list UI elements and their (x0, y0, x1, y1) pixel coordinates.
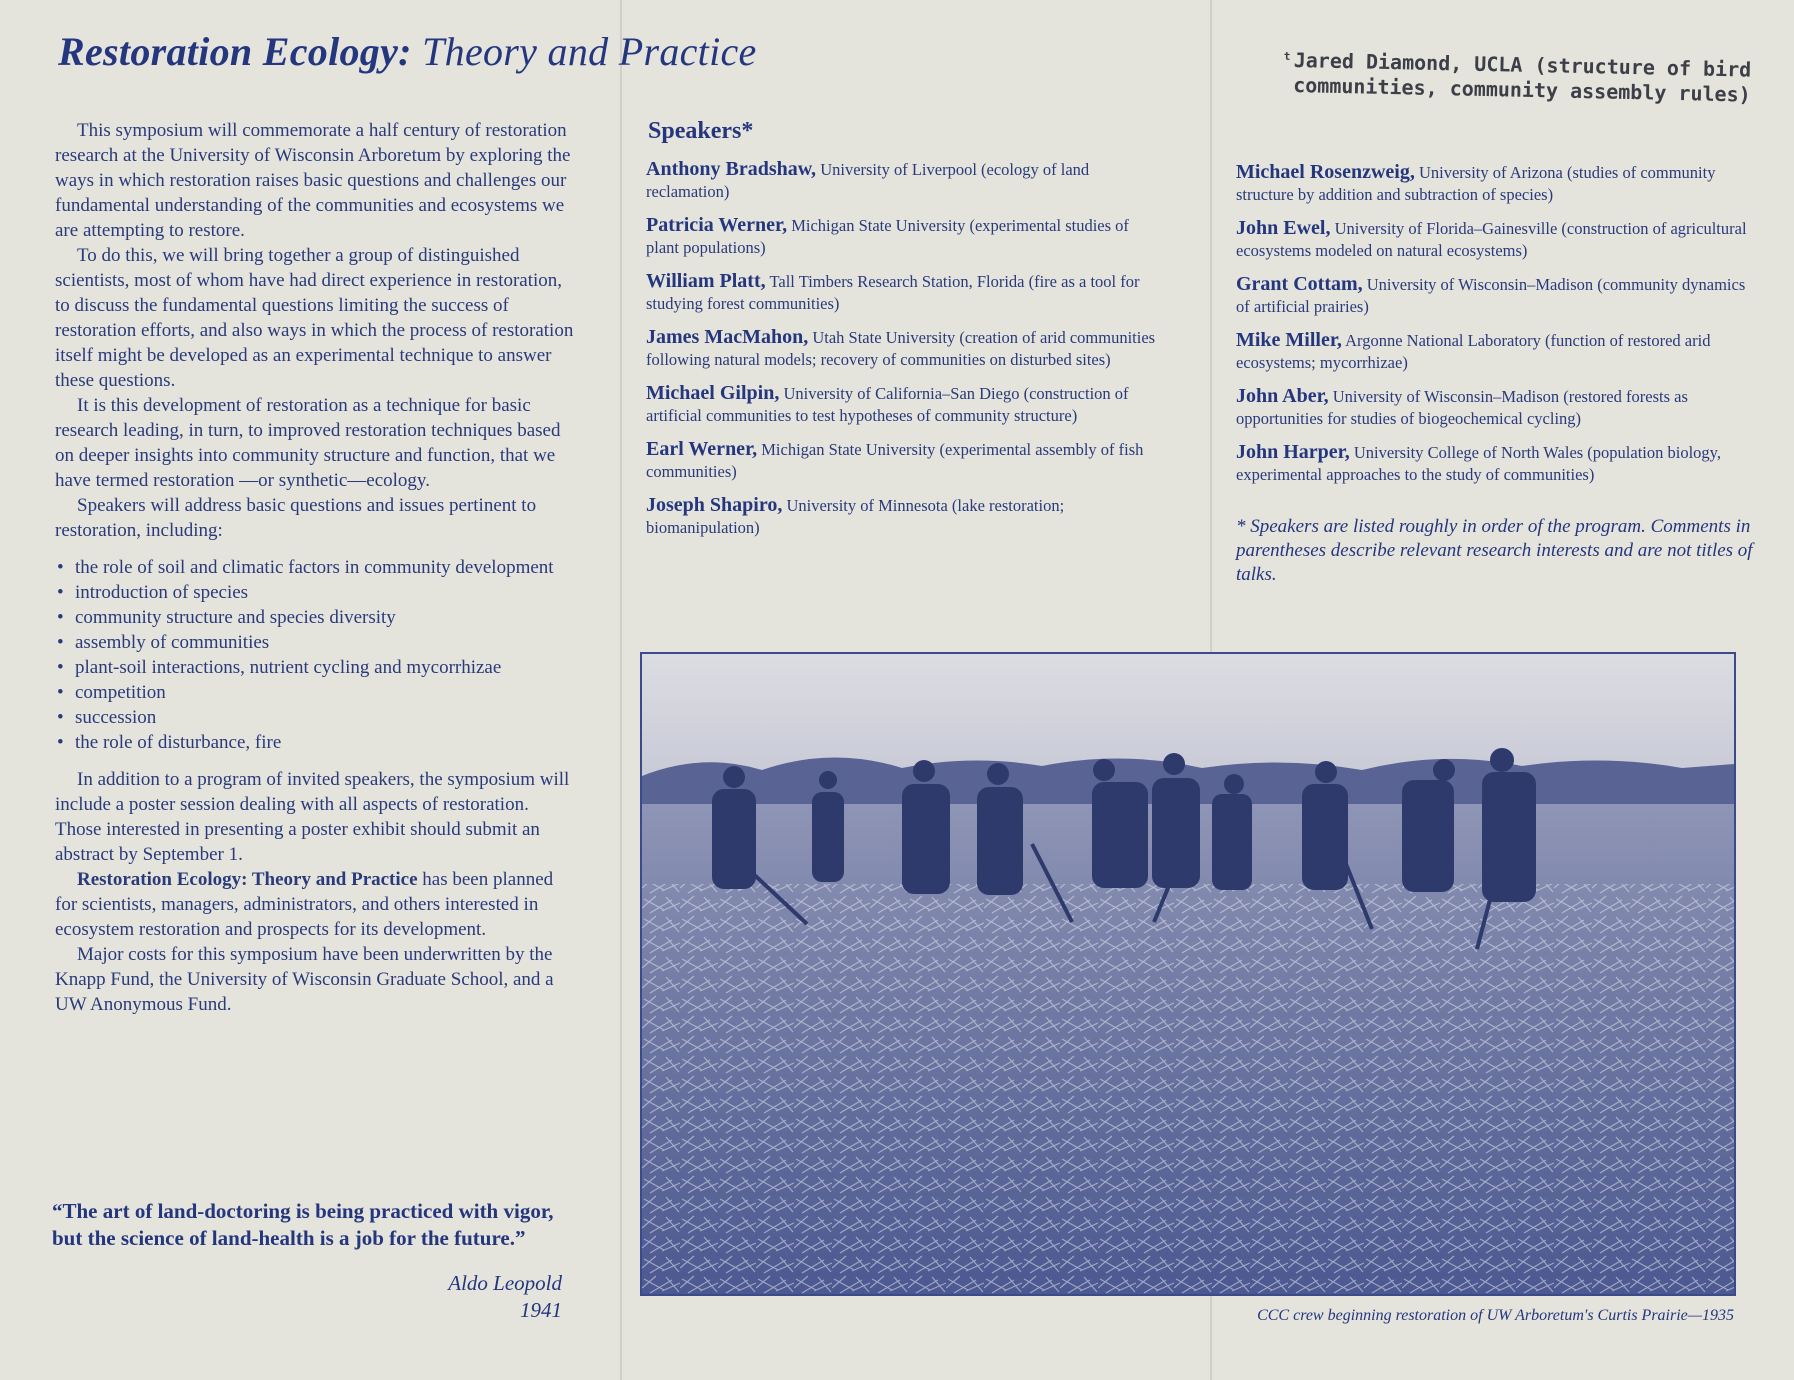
speaker-name: Anthony Bradshaw, (646, 158, 817, 180)
speaker-detail: University of California–San Diego (construction of artificial communities to test hypotheses of community structure) (646, 384, 1129, 425)
intro-paragraph-3: It is this development of restoration as a technique for basic research leading, in turn, to improved restoration techniques based on deeper insights into community structure and function, that we have termed restoration —or synthetic—ecology. (55, 395, 561, 491)
speaker-name: Joseph Shapiro, (646, 494, 783, 516)
topic-item: • succession (55, 705, 575, 730)
typed-stamp (1283, 48, 1774, 108)
topic-item: • introduction of species (55, 580, 575, 605)
prairie-photo (640, 652, 1736, 1296)
speaker-detail: University of Liverpool (ecology of land reclamation) (646, 160, 1090, 201)
quote-attribution (370, 1270, 562, 1324)
intro-column (55, 118, 575, 1017)
stamp-line-1: Jared Diamond, UCLA (structure of bird (1293, 48, 1752, 82)
topic-item: • assembly of communities (55, 630, 575, 655)
intro-paragraph-4: Speakers will address basic questions and issues pertinent to restoration, including: (55, 495, 537, 541)
speaker-name: Michael Rosenzweig, (1236, 161, 1415, 183)
speaker-detail: University of Arizona (studies of community structure by addition and subtraction of species) (1236, 163, 1716, 204)
speakers-footnote: * Speakers are listed roughly in order of the program. Comments in parentheses describe relevant research interests and are not titles of talks. (1236, 516, 1753, 585)
intro-paragraph-6-rest: has been planned for scientists, managers, administrators, and others interested in ecosystem restoration and prospects for its development. (55, 869, 554, 940)
speaker-detail: University of Wisconsin–Madison (restored forests as opportunities for studies of biogeochemical cycling) (1236, 387, 1688, 428)
topic-item: • the role of disturbance, fire (55, 730, 575, 755)
speaker-detail: University of Minnesota (lake restoration; biomanipulation) (646, 496, 1065, 537)
speaker-name: James MacMahon, (646, 326, 809, 348)
speaker-entry (646, 214, 1166, 259)
page-title (58, 28, 757, 75)
speaker-detail: Michigan State University (experimental studies of plant populations) (646, 216, 1129, 257)
intro-paragraph-1: This symposium will commemorate a half century of restoration research at the University of Wisconsin Arboretum by exploring the ways in which restoration raises basic questions and challenges our fundamental understanding of the communities and ecosystems we are attempting to restore. (55, 120, 571, 241)
speaker-detail: Michigan State University (experimental assembly of fish communities) (646, 440, 1144, 481)
speakers-column-1 (646, 158, 1166, 550)
speaker-detail: University of Florida–Gainesville (construction of agricultural ecosystems modeled on natural ecosystems) (1236, 219, 1747, 260)
title-part-1: Restoration Ecology: (58, 29, 412, 74)
speaker-name: Patricia Werner, (646, 214, 788, 236)
topic-item: • the role of soil and climatic factors in community development (55, 555, 575, 580)
topic-item: • community structure and species diversity (55, 605, 575, 630)
speaker-detail: University of Wisconsin–Madison (community dynamics of artificial prairies) (1236, 275, 1746, 316)
speaker-entry (1236, 385, 1761, 430)
speaker-name: John Harper, (1236, 441, 1350, 463)
speaker-entry (646, 382, 1166, 427)
stamp-line-2: communities, community assembly rules) (1292, 72, 1751, 107)
quote-year: 1941 (520, 1298, 562, 1322)
speaker-name: John Aber, (1236, 385, 1329, 407)
speaker-entry (646, 158, 1166, 203)
topic-item: • competition (55, 680, 575, 705)
speaker-entry (646, 494, 1166, 539)
dry-grass (642, 884, 1734, 1294)
speaker-detail: Tall Timbers Research Station, Florida (fire as a tool for studying forest communities) (646, 272, 1140, 313)
title-part-2: Theory and Practice (422, 29, 757, 74)
quote-author: Aldo Leopold (448, 1271, 562, 1295)
speaker-name: John Ewel, (1236, 217, 1331, 239)
speaker-entry (1236, 329, 1761, 374)
speaker-entry (646, 438, 1166, 483)
photo-caption: CCC crew beginning restoration of UW Arboretum's Curtis Prairie—1935 (1257, 1307, 1734, 1324)
photo-illustration (642, 654, 1734, 1294)
fold-line-left (620, 0, 622, 1380)
speaker-name: Earl Werner, (646, 438, 758, 460)
speaker-entry (646, 326, 1166, 371)
intro-paragraph-6 (55, 867, 575, 942)
speakers-heading: Speakers* (648, 118, 754, 144)
speaker-entry (646, 270, 1166, 315)
intro-paragraph-7: Major costs for this symposium have been underwritten by the Knapp Fund, the University of Wisconsin Graduate School, and a UW Anonymous Fund. (55, 944, 554, 1015)
speaker-name: William Platt, (646, 270, 766, 292)
speaker-entry (1236, 161, 1761, 206)
speaker-name: Grant Cottam, (1236, 273, 1363, 295)
topic-item: • plant-soil interactions, nutrient cycling and mycorrhizae (55, 655, 575, 680)
speaker-detail: Utah State University (creation of arid communities following natural models; recovery of communities on disturbed sites) (646, 328, 1156, 369)
speaker-detail: Argonne National Laboratory (function of restored arid ecosystems; mycorrhizae) (1236, 331, 1711, 372)
speaker-entry (1236, 441, 1761, 486)
speakers-column-2 (1236, 161, 1761, 497)
speaker-name: Michael Gilpin, (646, 382, 780, 404)
speaker-entry (1236, 273, 1761, 318)
leopold-quote: “The art of land-doctoring is being practiced with vigor, but the science of land-health is a job for the future.” (52, 1199, 554, 1250)
intro-paragraph-5: In addition to a program of invited speakers, the symposium will include a poster session dealing with all aspects of restoration. Those interested in presenting a poster exhibit should submit an abstract by September 1. (55, 769, 570, 865)
intro-paragraph-2: To do this, we will bring together a group of distinguished scientists, most of whom have had direct experience in restoration, to discuss the fundamental questions limiting the success of restoration efforts, and also ways in which the process of restoration itself might be developed as an experimental technique to answer these questions. (55, 245, 574, 391)
stamp-mark: t (1283, 49, 1291, 63)
speaker-name: Mike Miller, (1236, 329, 1342, 351)
topic-list (55, 555, 575, 755)
symposium-name: Restoration Ecology: Theory and Practice (77, 869, 418, 890)
speaker-entry (1236, 217, 1761, 262)
speaker-detail: University College of North Wales (population biology, experimental approaches to the study of communities) (1236, 443, 1721, 484)
